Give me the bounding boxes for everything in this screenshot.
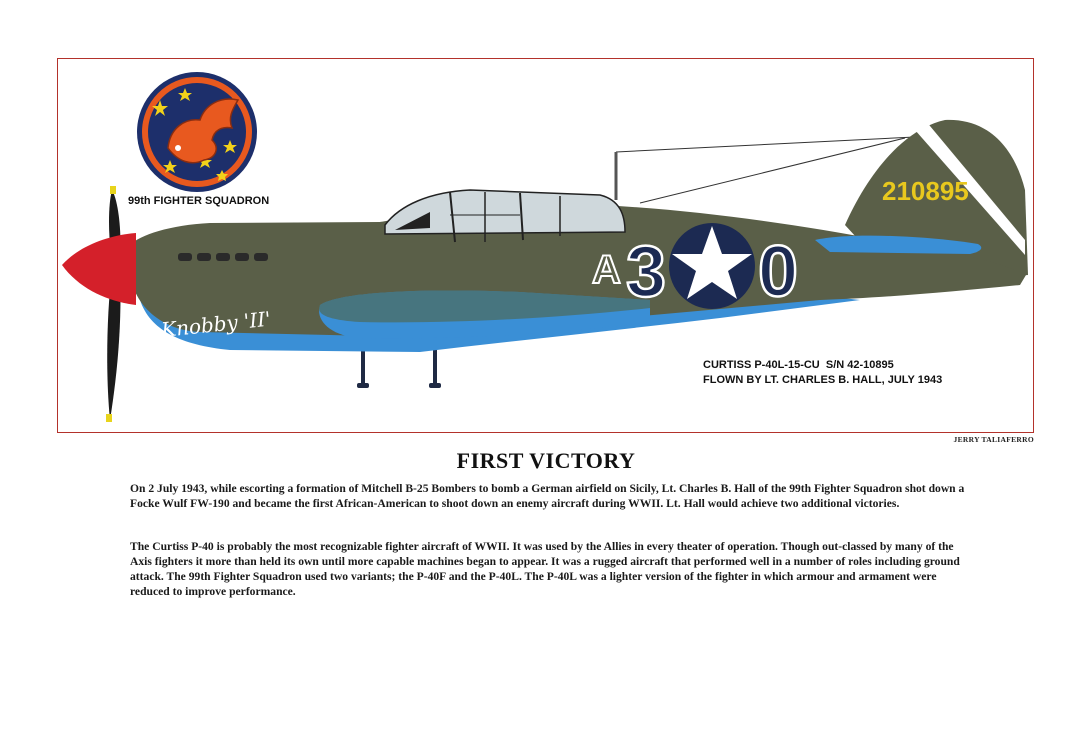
page-title: FIRST VICTORY xyxy=(456,448,636,473)
paragraph-2: The Curtiss P-40 is probably the most recognizable fighter aircraft of WWII. It was used by the Allies in every theater of operation. Though out-classed by many of the Axis fighters it more than held its own until more capable machines began to appear. It was a rugged aircraft that performed well in a number of roles including ground attack. The 99th Fighter Squadron used two variants; the P-40F and the P-40L. The P-40L was a lighter version of the fighter in which armour and armament were reduced to improve performance. xyxy=(130,540,960,598)
landing-gear xyxy=(357,350,441,388)
national-insignia-icon xyxy=(669,223,755,309)
nose-art: Knobby 'II' xyxy=(160,306,272,342)
paragraph-1: On 2 July 1943, while escorting a formation of Mitchell B-25 Bombers to bomb a German airfield on Sicily, Lt. Charles B. Hall of the 99th Fighter Squadron shot down a Focke Wulf FW-190 and became the first African-American to shoot down an enemy aircraft during WWII. Lt. Hall would achieve two additional victories. xyxy=(130,482,965,510)
code-number-right: 0 xyxy=(758,232,799,312)
squadron-label: 99th FIGHTER SQUADRON xyxy=(128,195,270,207)
propeller-icon xyxy=(106,186,121,422)
code-letter: A xyxy=(592,248,621,292)
spec-line-1: CURTISS P-40L-15-CU S/N 42-10895 xyxy=(703,359,894,371)
spec-line-2: FLOWN BY LT. CHARLES B. HALL, JULY 1943 xyxy=(703,373,943,386)
tail-number: 210895 xyxy=(882,176,969,206)
spinner xyxy=(62,233,136,305)
squadron-badge-icon xyxy=(137,72,257,192)
artist-credit: JERRY TALIAFERRO xyxy=(953,435,1034,444)
aircraft-spec xyxy=(703,358,942,387)
code-number-left: 3 xyxy=(626,232,667,312)
